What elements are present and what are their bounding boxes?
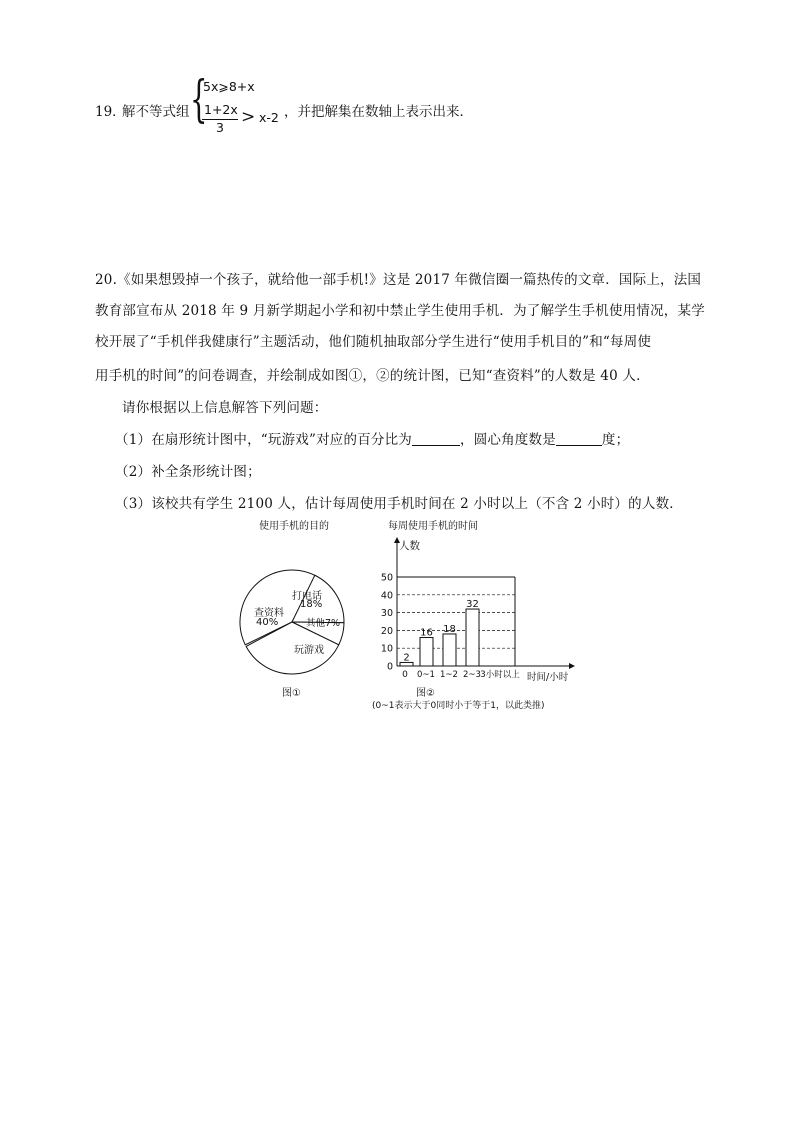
- bar-note: (0~1表示大于0同时小于等于1，以此类推): [372, 701, 545, 711]
- bar-value-label-1: 16: [420, 627, 433, 639]
- pie-label-research: 查资料: [254, 608, 284, 619]
- x-tick-2: 2~3: [463, 670, 481, 680]
- q20-line-2: 教育部宣布从 2018 年 9 月新学期起小学和初中禁止学生使用手机．为了解学生手机使用情况，某学: [95, 303, 705, 319]
- y-tick-2: 20: [380, 625, 393, 637]
- bar-1: [420, 638, 433, 666]
- pie-label-research-pct: 40%: [256, 617, 279, 628]
- y-tick-4: 40: [380, 590, 393, 602]
- bar-chart: [360, 530, 590, 690]
- y-tick-1: 10: [380, 643, 393, 655]
- bar-ylabel: 人数: [399, 540, 420, 552]
- fraction-denominator: 3: [216, 120, 224, 135]
- bar-value-label-2: 18: [443, 623, 456, 635]
- q20-sub-1: [115, 428, 629, 448]
- x-tick-0: 0~1: [417, 670, 435, 680]
- pie-label-call: 打电话: [292, 591, 322, 602]
- inequality-1: 5x⩾8+x: [203, 79, 255, 94]
- greater-than-sign: >: [241, 107, 256, 127]
- system-brace: {: [190, 70, 208, 128]
- bar-xlabel: 时间/小时: [527, 672, 569, 683]
- pie-label-games: 玩游戏: [294, 645, 324, 656]
- q19-number: 19．: [95, 104, 126, 120]
- bar-3: [466, 609, 479, 666]
- answer-blank-percent[interactable]: [412, 431, 460, 446]
- bar-caption: 图②: [416, 688, 435, 699]
- bar-2: [443, 634, 456, 666]
- q20-line-1: 20.《如果想毁掉一个孩子，就给他一部手机!》这是 2017 年微信圈一篇热传的文章．国际上，法国: [95, 272, 702, 288]
- q20-prompt: 请你根据以上信息解答下列问题：: [122, 400, 328, 416]
- x-tick-origin: 0: [402, 670, 408, 680]
- bar-title: 每周使用手机的时间: [388, 521, 478, 532]
- pie-label-other: 其他7%: [306, 618, 341, 629]
- q19-tail: ，并把解集在数轴上表示出来．: [284, 104, 473, 120]
- q19-lead: 解不等式组: [122, 104, 190, 120]
- sub1-part-b: ，圆心角度数是: [460, 432, 556, 448]
- y-tick-0: 0: [386, 661, 393, 673]
- inequality-rhs: x-2: [259, 110, 279, 125]
- pie-title: 使用手机的目的: [259, 521, 329, 532]
- x-tick-3: 3小时以上: [480, 670, 520, 680]
- x-tick-1: 1~2: [440, 670, 458, 680]
- fraction-numerator: 1+2x: [204, 102, 238, 117]
- q20-sub-2: （2）补全条形统计图；: [115, 464, 261, 480]
- bar-value-label-3: 32: [466, 599, 479, 611]
- sub1-part-a: （1）在扇形统计图中，“玩游戏”对应的百分比为: [115, 432, 412, 448]
- bar-value-label-0: 2: [403, 652, 410, 664]
- y-tick-3: 30: [380, 608, 393, 620]
- y-tick-5: 50: [380, 572, 393, 584]
- q20-sub-3: （3）该校共有学生 2100 人，估计每周使用手机时间在 2 小时以上（不含 2 小时）的人数．: [115, 496, 683, 512]
- q20-line-4: 用手机的时间”的问卷调查，并绘制成如图①，②的统计图，已知“查资料”的人数是 40 人．: [95, 368, 650, 384]
- pie-caption: 图①: [282, 688, 301, 699]
- pie-label-call-pct: 18%: [300, 599, 323, 610]
- answer-blank-angle[interactable]: [556, 431, 602, 446]
- sub1-part-c: 度；: [601, 432, 630, 448]
- q20-line-3: 校开展了“手机伴我健康行”主题活动，他们随机抽取部分学生进行“使用手机目的”和“每周使: [95, 334, 652, 350]
